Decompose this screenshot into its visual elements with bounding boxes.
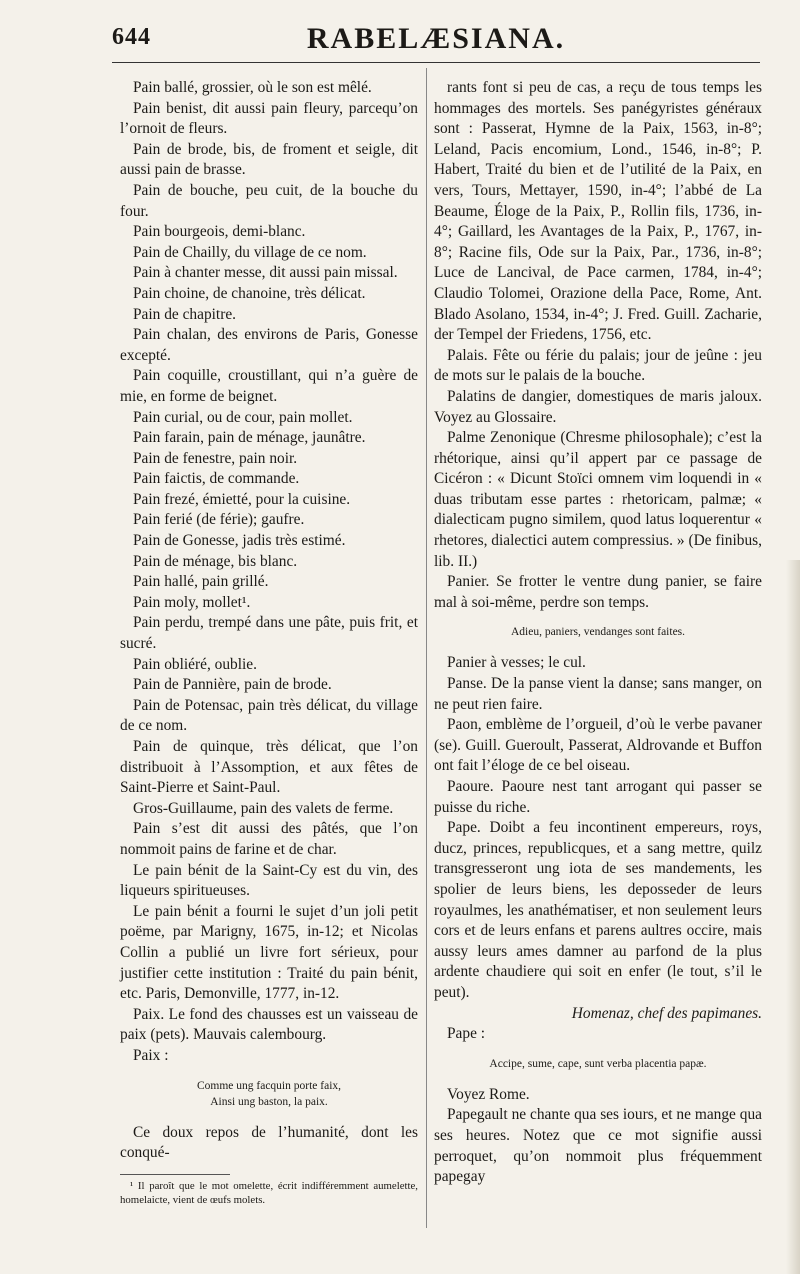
- dictionary-entry: Panse. De la panse vient la danse; sans manger, on ne peut rien faire.: [434, 675, 762, 713]
- right-column: [434, 78, 762, 1188]
- dictionary-entry: Papegault ne chante qua ses iours, et ne mange qua ses heures. Notez que ce mot signifie aussi perroquet, qu’on nommoit plus fréquemment papegay: [434, 1106, 762, 1186]
- dictionary-entry: Pain hallé, pain grillé.: [133, 573, 269, 591]
- dictionary-entry: Pain de quinque, très délicat, que l’on distribuoit à l’Assomption, et aux fêtes de Saint-Pierre et Saint-Paul.: [120, 738, 418, 797]
- dictionary-entry: Paoure. Paoure nest tant arrogant qui passer se puisse du riche.: [434, 778, 762, 816]
- dictionary-entry: Pain curial, ou de cour, pain mollet.: [133, 408, 353, 426]
- dictionary-entry: Le pain bénit a fourni le sujet d’un joli petit poëme, par Marigny, 1675, in-12; et Nicolas Collin a publié un livre fort sérieux, pour justifier cette institution : Traité du pain bénit, etc. Paris, Demonville, 1777, in-12.: [120, 902, 418, 1003]
- panier-verse: Adieu, paniers, vendanges sont faites.: [510, 626, 686, 639]
- dictionary-entry: Voyez Rome.: [447, 1085, 530, 1103]
- page-number: 644: [112, 24, 151, 50]
- dictionary-entry: Pain de fenestre, pain noir.: [133, 449, 298, 467]
- dictionary-entry: rants font si peu de cas, a reçu de tous temps les hommages des mortels. Ses panégyristes généraux sont : Passerat, Hymne de la Paix, 1563, in-8°; Leland, Pacis encomium, Lond., 1546, in-8°; P. Habert, Traité du bien et de l’utilité de la Paix, en vers, Tours, Mettayer, 1590, in-4°; l’abbé de La Beaume, Éloge de la Paix, P., Rollin fils, 1736, in-4°; Gaillard, les Avantages de la Paix, P., 1767, in-8°; Racine fils, Ode sur la Paix, Par., 1736, in-8°; Luce de Lancival, de Pace carmen, 1784, in-4°; Claudio Tolomei, Orazione della Pace, Rome, Ant. Blado Asolano, 1534, in-4°; J. Fred. Guill. Zacharie, der Tempel der Friedens, 1756, etc.: [434, 79, 762, 344]
- dictionary-entry: Pain à chanter messe, dit aussi pain missal.: [133, 264, 398, 282]
- dictionary-entry: Pain obliéré, oublie.: [133, 655, 257, 673]
- paix-verse: [120, 1078, 418, 1110]
- dictionary-entry: Palatins de dangier, domestiques de maris jaloux. Voyez au Glossaire.: [434, 387, 762, 426]
- dictionary-entry: Palais. Fête ou férie du palais; jour de jeûne : jeu de mots sur le palais de la bouche.: [434, 346, 762, 385]
- footnote-rule: [120, 1174, 230, 1175]
- attribution: Homenaz, chef des papimanes.: [571, 1004, 762, 1022]
- dictionary-entry: Pain de Potensac, pain très délicat, du village de ce nom.: [120, 696, 418, 735]
- dictionary-entry: Pain bourgeois, demi-blanc.: [133, 223, 306, 241]
- dictionary-entry: Paix :: [133, 1046, 169, 1064]
- dictionary-entry: Panier. Se frotter le ventre dung panier, se faire mal à soi-même, perdre son temps.: [434, 573, 762, 611]
- dictionary-entry: Pain de chapitre.: [133, 305, 236, 323]
- closing-line: Ce doux repos de l’humanité, dont les conqué-: [120, 1123, 418, 1162]
- dictionary-entry: Le pain bénit de la Saint-Cy est du vin, des liqueurs spiritueuses.: [120, 861, 418, 900]
- dictionary-entry: Pain de Pannière, pain de brode.: [133, 676, 332, 694]
- dictionary-entry: Pain s’est dit aussi des pâtés, que l’on nommoit pains de farine et de char.: [120, 820, 418, 858]
- footnote: ¹ Il paroît que le mot omelette, écrit indifféremment aumelette, homelaicte, vient de œufs molets.: [120, 1179, 418, 1206]
- dictionary-entry: Pain ferié (de férie); gaufre.: [133, 511, 305, 529]
- pape-verse: Accipe, sume, cape, sunt verba placentia papæ.: [489, 1057, 707, 1070]
- dictionary-entry: Pain perdu, trempé dans une pâte, puis frit, et sucré.: [120, 614, 418, 653]
- dictionary-entry: Paon, emblème de l’orgueil, d’où le verbe pavaner (se). Guill. Gueroult, Passerat, Aldrovande et Buffon ont fait l’éloge de ce bel oiseau.: [434, 716, 762, 775]
- dictionary-entry: Palme Zenonique (Chresme philosophale); c’est la rhétorique, ainsi qu’il appert par ce passage de Cicéron : « Dicunt Stoïci omnem vim loquendi in « duas tributam esse partes : rhetoricam, palmæ; « dialecticam pugno similem, quod latus loquerentur « rhetores, dialectici autem compressius. » (De finibus, lib. II.): [434, 429, 762, 570]
- right-entries-a: [434, 78, 762, 613]
- dictionary-entry: Pain choine, de chanoine, très délicat.: [133, 284, 366, 302]
- dictionary-entry: Pain farain, pain de ménage, jaunâtre.: [133, 429, 366, 447]
- dictionary-entry: Pain de Chailly, du village de ce nom.: [133, 243, 367, 261]
- dictionary-entry: Pain faictis, de commande.: [133, 470, 300, 488]
- dictionary-entry: Pain de brode, bis, de froment et seigle, dit aussi pain de brasse.: [120, 140, 418, 179]
- page-edge-shadow: [786, 560, 800, 1274]
- right-entries-b: [434, 653, 762, 1003]
- dictionary-entry: Pain coquille, croustillant, qui n’a guère de mie, en forme de beignet.: [120, 367, 418, 405]
- verse-line: Comme ung facquin porte faix,: [196, 1079, 342, 1092]
- dictionary-entry: Pain frezé, émietté, pour la cuisine.: [133, 490, 351, 508]
- dictionary-entry: Paix. Le fond des chausses est un vaisseau de paix (pets). Mauvais calembourg.: [120, 1005, 418, 1044]
- left-entries: [120, 78, 418, 1067]
- column-divider: [426, 68, 427, 1228]
- dictionary-entry: Pain ballé, grossier, où le son est mêlé.: [133, 79, 372, 96]
- dictionary-entry: Pain de Gonesse, jadis très estimé.: [133, 532, 346, 550]
- dictionary-entry: Pain de bouche, peu cuit, de la bouche du four.: [120, 181, 418, 220]
- verse-line: Ainsi ung baston, la paix.: [210, 1095, 328, 1108]
- dictionary-entry: Pain de ménage, bis blanc.: [133, 552, 298, 570]
- running-title: RABELÆSIANA.: [306, 22, 566, 55]
- dictionary-entry: Panier à vesses; le cul.: [447, 654, 586, 672]
- dictionary-entry: Pape. Doibt a feu incontinent empereurs, roys, ducz, princes, republicques, et a sang mettre, quilz transgresseront ung iota de ses mandements, les spolier de leurs biens, les deposseder de leurs royaulmes, les anathématiser, et non seulement leurs cors et de leurs enfans et parens aultres occire, mais aussy leurs ames damner au parfond de la plus ardente chaudiere qui soit en enfer (le tout, s’il le peut).: [434, 819, 762, 1001]
- dictionary-entry: Pain moly, mollet¹.: [133, 593, 251, 611]
- pape-label: Pape :: [447, 1025, 486, 1043]
- dictionary-entry: Gros-Guillaume, pain des valets de ferme.: [133, 799, 394, 817]
- page-header: [112, 22, 760, 63]
- right-entries-c: [434, 1085, 762, 1188]
- left-column: [120, 78, 418, 1207]
- dictionary-entry: Pain chalan, des environs de Paris, Gonesse excepté.: [120, 326, 418, 364]
- dictionary-entry: Pain benist, dit aussi pain fleury, parcequ’on l’ornoit de fleurs.: [120, 99, 418, 138]
